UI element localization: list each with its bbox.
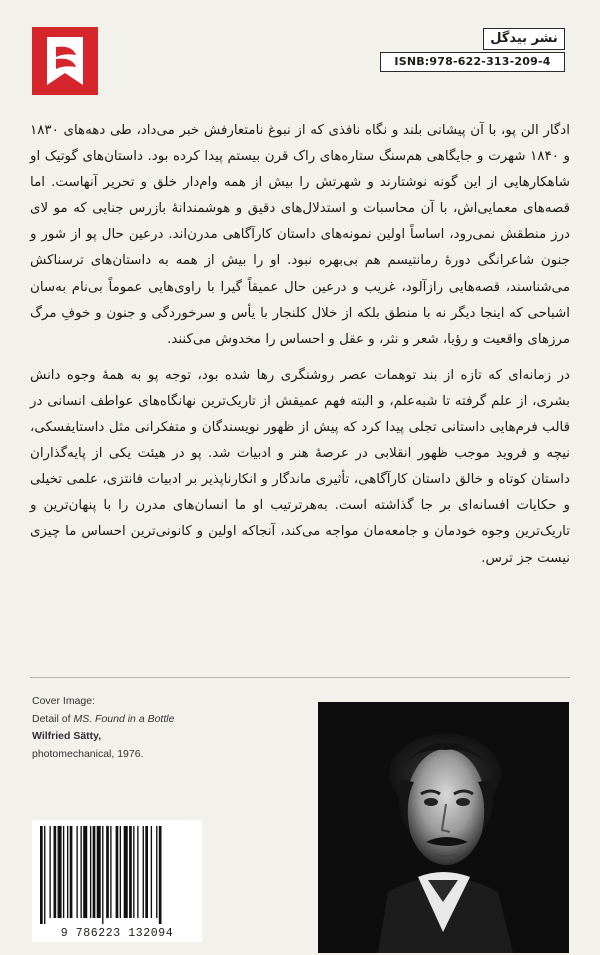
credit-artwork-title: MS. Found in a Bottle — [73, 712, 175, 725]
barcode-bar — [83, 826, 87, 918]
barcode-bar — [143, 826, 144, 918]
barcode-bar — [81, 826, 82, 918]
portrait-illustration — [318, 702, 569, 953]
barcode-bar — [49, 826, 50, 918]
publisher-name: نشر بیدگل — [483, 28, 565, 50]
barcode-bar — [63, 826, 64, 918]
back-cover-blurb — [30, 118, 570, 572]
credit-medium: photomechanical, 1976. — [32, 747, 144, 760]
cover-image-credit — [32, 693, 272, 763]
barcode-bar — [159, 826, 162, 924]
credit-heading: Cover Image: — [32, 695, 96, 707]
blurb-paragraph-2: در زمانه‌ای که تازه از بند توهمات عصر روشنگری رها شده بود، توجه پو به همهٔ وجوه دانش بشری، از علم گرفته تا شبه‌علم، و البته فهم عمیقش از تاریک‌ترین نهانگاه‌های عواطف انسانی در قالب فرم‌هایی داستانی تجلی پیدا کرد که پیش از ظهور نویسندگان و متفکرانی مثل داستایفسکی، نیچه و فروید موجب ظهور انقلابی در عرصهٔ هنر و ادبیات شد. پو در هیئت یکی از پایه‌گذاران داستان کوتاه و خالق داستان کارآگاهی، تأثیری ماندگار و انکارناپذیر بر ادبیات فانتزی، علمی تخیلی و حکایات افسانه‌ای بر جا گذاشته است. به‌هرترتیب او ما انسان‌های مدرن را با پنهان‌ترین و تاریک‌ترین وجوه خودمان و جامعه‌مان مواجه می‌کند، آنجاکه اولین و کانونی‌ترین احساس ما چیزی نیست جز ترس. — [30, 367, 570, 566]
barcode-bar — [44, 826, 45, 924]
barcode-bar — [76, 826, 77, 918]
credit-title-line — [32, 711, 272, 729]
barcode-bar — [67, 826, 68, 918]
barcode-bars — [38, 826, 196, 924]
barcode-bar — [137, 826, 138, 918]
barcode-bar — [97, 826, 101, 918]
barcode-bar — [124, 826, 128, 918]
isbn-label: ISNB:978-622-313-209-4 — [380, 52, 565, 72]
divider — [30, 677, 570, 678]
credit-artist: Wilfried Sätty, — [32, 730, 102, 742]
credit-prefix: Detail of — [32, 712, 71, 725]
barcode-bar — [116, 826, 119, 918]
barcode-bar — [106, 826, 109, 918]
barcode-bar — [120, 826, 121, 918]
author-portrait — [318, 702, 569, 953]
barcode-bar — [151, 826, 152, 918]
bookmark-wing-icon — [42, 35, 88, 87]
barcode-bar — [70, 826, 73, 918]
barcode-number: 9 786223 132094 — [60, 927, 174, 940]
barcode-bar — [54, 826, 57, 918]
barcode-bar — [145, 826, 148, 918]
barcode-bar — [58, 826, 62, 918]
barcode-bar — [156, 826, 157, 918]
barcode — [32, 820, 202, 942]
barcode-bar — [90, 826, 91, 918]
barcode-bar — [93, 826, 96, 918]
barcode-bar — [133, 826, 134, 918]
publisher-logo — [32, 27, 98, 95]
barcode-bar — [40, 826, 43, 924]
barcode-bar — [129, 826, 132, 918]
barcode-bar — [110, 826, 111, 918]
blurb-paragraph-1: ادگار الن پو، با آن پیشانی بلند و نگاه نافذی که از نبوغ نامتعارفش خبر می‌داد، طی دهه‌های ۱۸۳۰ و ۱۸۴۰ شهرت و جایگاهی هم‌سنگ ستاره‌های راک قرن بیستم پیدا کرده بود. داستان‌های گوتیک او شاهکارهایی از این گونه نوشتارند و شهرتش را بیش از همه وام‌دار خلق و تحریر آنهاست. اما قصه‌های معمایی‌اش، با آن محاسبات و استدلال‌های دقیق و هوشمندانهٔ بازرس جنایی که مو لای درز منطقش نمی‌رود، اساساً اولین نمونه‌های داستان کارآگاهی مدرن‌اند. درعین حال پو از شور و جنون شاعرانگی دورهٔ رمانتیسم هم بی‌بهره نبود. او را بیش از همه به داستان‌های ترسناکش می‌شناسند، قصه‌هایی رازآلود، غریب و درعین حال عمیقاً گیرا با راوی‌هایی عموماً بی‌نام به‌سان اشباحی که اینجا دیگر نه با منطق بلکه از خلال کلنجار با یأس و سرخوردگی و جنون و خوفِ مرگ مرزهای واقعیت و رؤیا، شعر و نثر، و عقل و احساس را مخدوش می‌کنند. — [30, 123, 570, 347]
barcode-bar — [102, 826, 103, 924]
